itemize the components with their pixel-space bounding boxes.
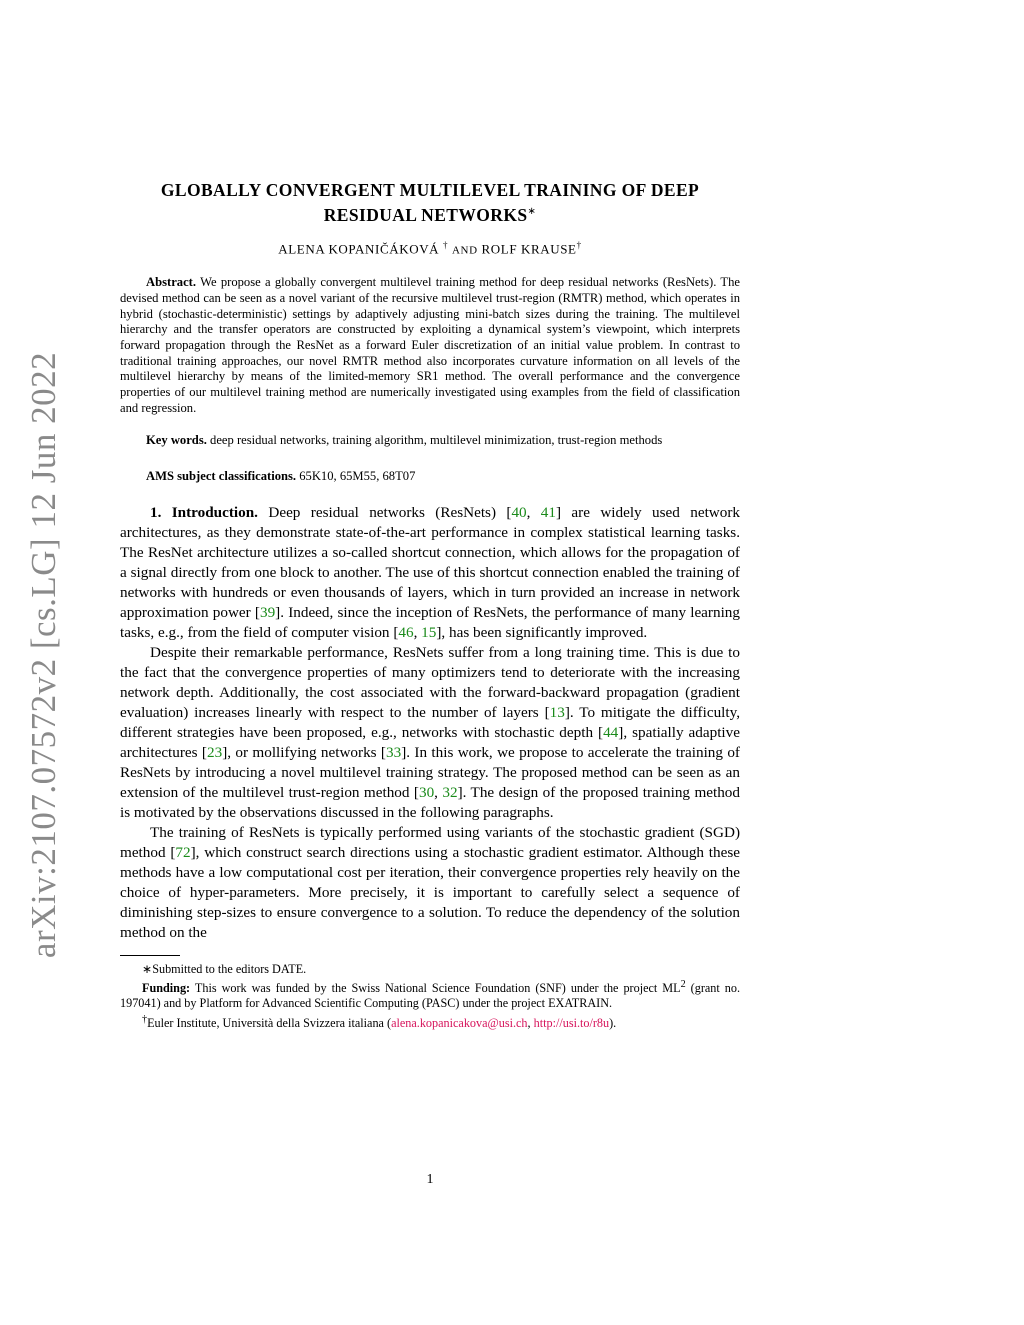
text-run: ], has been significantly improved. bbox=[436, 623, 648, 641]
authors-and: AND bbox=[452, 244, 478, 257]
text-run: ], spatially adaptive architectures [ bbox=[120, 723, 740, 761]
text-run: Despite their remarkable performance, ResNets suffer from a long training time. This is due to the fact that the convergence properties of many optimizers tend to deteriorate with the increasing network depth. Additionally, the cost associated with the forward-backward propagation (gradient evaluation) increases linearly with respect to the number of layers [ bbox=[120, 643, 740, 721]
text-run: ], which construct search directions using a stochastic gradient estimator. Although these methods have a low computational cost per iteration, their convergence properties rely heavily on the choice of hyper-parameters. More precisely, it is important to carefully select a sequence of diminishing step-sizes to ensure convergence to a solution. To reduce the dependency of the solution method on the bbox=[120, 843, 740, 941]
text-run: Euler Institute, Università della Svizzera italiana ( bbox=[147, 1015, 392, 1030]
text-run: (grant no. 197041) and by Platform for Advanced Scientific Computing (PASC) under the project EXATRAIN. bbox=[120, 981, 741, 1011]
text-run: ]. Indeed, since the inception of ResNets, the performance of many learning tasks, e.g., from the field of computer vision [ bbox=[120, 603, 740, 641]
text-run: , bbox=[413, 623, 422, 641]
citation-link[interactable]: 23 bbox=[207, 743, 223, 761]
section-heading: 1. Introduction. bbox=[150, 503, 258, 521]
page-number: 1 bbox=[426, 1172, 434, 1187]
citation-link[interactable]: 40 bbox=[511, 503, 527, 521]
superscript: 2 bbox=[680, 979, 686, 991]
citation-link[interactable]: 15 bbox=[421, 623, 437, 641]
keywords-text: deep residual networks, training algorithm, multilevel minimization, trust-region methods bbox=[210, 433, 663, 448]
footnotes bbox=[120, 962, 740, 1031]
title-line-1: GLOBALLY CONVERGENT MULTILEVEL TRAINING OF DEEP bbox=[160, 180, 700, 200]
ams-classifications bbox=[120, 469, 740, 485]
footnote-submitted: ∗Submitted to the editors DATE. bbox=[142, 961, 307, 976]
citation-link[interactable]: 72 bbox=[175, 843, 191, 861]
title-footnote-mark: ∗ bbox=[527, 206, 537, 217]
citation-link[interactable]: 39 bbox=[259, 603, 276, 621]
text-run: This work was funded by the Swiss National Science Foundation (SNF) under the project ML bbox=[194, 981, 681, 996]
text-run: , bbox=[527, 1015, 534, 1030]
text-run: Deep residual networks (ResNets) [ bbox=[268, 503, 512, 521]
citation-link[interactable]: 30 bbox=[418, 783, 435, 801]
citation-link[interactable]: 44 bbox=[603, 723, 619, 741]
ams-label: AMS subject classifications. bbox=[146, 469, 297, 484]
authors-line bbox=[120, 240, 740, 257]
citation-link[interactable]: 32 bbox=[442, 783, 458, 801]
email-link[interactable]: alena.kopanicakova@usi.ch bbox=[391, 1015, 528, 1030]
arxiv-identifier: arXiv:2107.07572v2 [cs.LG] 12 Jun 2022 bbox=[24, 351, 63, 959]
text-run: ], or mollifying networks [ bbox=[222, 743, 386, 761]
paper-title bbox=[120, 180, 740, 226]
abstract bbox=[120, 275, 740, 416]
text-run: ]. In this work, we propose to accelerate the training of ResNets by introducing a novel multilevel training strategy. The proposed method can be seen as an extension of the multilevel trust-region method [ bbox=[120, 743, 740, 801]
footnote-funding bbox=[120, 977, 740, 1011]
text-run: ]. To mitigate the difficulty, different strategies have been proposed, e.g., networks with stochastic depth [ bbox=[120, 703, 741, 741]
citation-link[interactable]: 33 bbox=[386, 743, 402, 761]
funding-label: Funding: bbox=[142, 981, 191, 996]
introduction-section bbox=[120, 503, 740, 943]
citation-link[interactable]: 46 bbox=[398, 623, 414, 641]
intro-paragraph-2 bbox=[120, 643, 740, 823]
text-run: , bbox=[526, 503, 541, 521]
text-run: ]. The design of the proposed training method is motivated by the observations discussed in the following paragraphs. bbox=[120, 783, 740, 821]
ams-text: 65K10, 65M55, 68T07 bbox=[299, 469, 416, 484]
intro-paragraph-1 bbox=[120, 503, 740, 643]
abstract-label: Abstract. bbox=[146, 275, 197, 290]
intro-paragraph-3 bbox=[120, 823, 740, 943]
text-run: The training of ResNets is typically performed using variants of the stochastic gradient (SGD) method [ bbox=[120, 823, 740, 861]
affiliation-mark: † bbox=[142, 1013, 148, 1025]
footnote-affiliation bbox=[120, 1012, 740, 1031]
citation-link[interactable]: 13 bbox=[549, 703, 565, 721]
url-link[interactable]: http://usi.to/r8u bbox=[533, 1015, 610, 1030]
citation-link[interactable]: 41 bbox=[540, 503, 556, 521]
author-1: ALENA KOPANIČÁKOVÁ bbox=[278, 241, 440, 257]
arxiv-sidebar-stamp bbox=[24, 351, 64, 959]
text-run: , bbox=[434, 783, 443, 801]
title-line-2: RESIDUAL NETWORKS bbox=[323, 204, 528, 225]
keywords-label: Key words. bbox=[146, 433, 207, 448]
keywords bbox=[120, 433, 740, 449]
footnote-rule bbox=[120, 955, 180, 956]
text-run: ). bbox=[609, 1015, 617, 1030]
author-1-mark: † bbox=[443, 239, 449, 250]
abstract-text: We propose a globally convergent multilevel training method for deep residual networks (ResNets). The devised method can be seen as a novel variant of the recursive multilevel trust-region (RMTR) method, which operates in hybrid (stochastic-deterministic) settings by adaptively adjusting mini-batch sizes during the training. The multilevel hierarchy and the transfer operators are constructed by exploiting a dynamical system’s viewpoint, which interprets forward propagation through the ResNet as a forward Euler discretization of an initial value problem. In contrast to traditional training approaches, our novel RMTR method also incorporates curvature information on all levels of the multilevel hierarchy by means of the limited-memory SR1 method. The overall performance and the convergence properties of our multilevel training method are numerically investigated using examples from the field of classification and regression. bbox=[120, 275, 741, 415]
author-2-mark: † bbox=[576, 239, 582, 250]
author-2: ROLF KRAUSE bbox=[481, 241, 577, 257]
text-run: ] are widely used network architectures, as they demonstrate state-of-the-art performance in complex statistical learning tasks. The ResNet architecture utilizes a so-called shortcut connection, which allows for the propagation of a signal directly from one block to another. The use of this shortcut connection enabled the training of networks with hundreds or even thousands of layers, which in turn provided an increase in network approximation power [ bbox=[120, 503, 741, 621]
paper-page bbox=[120, 180, 740, 1031]
